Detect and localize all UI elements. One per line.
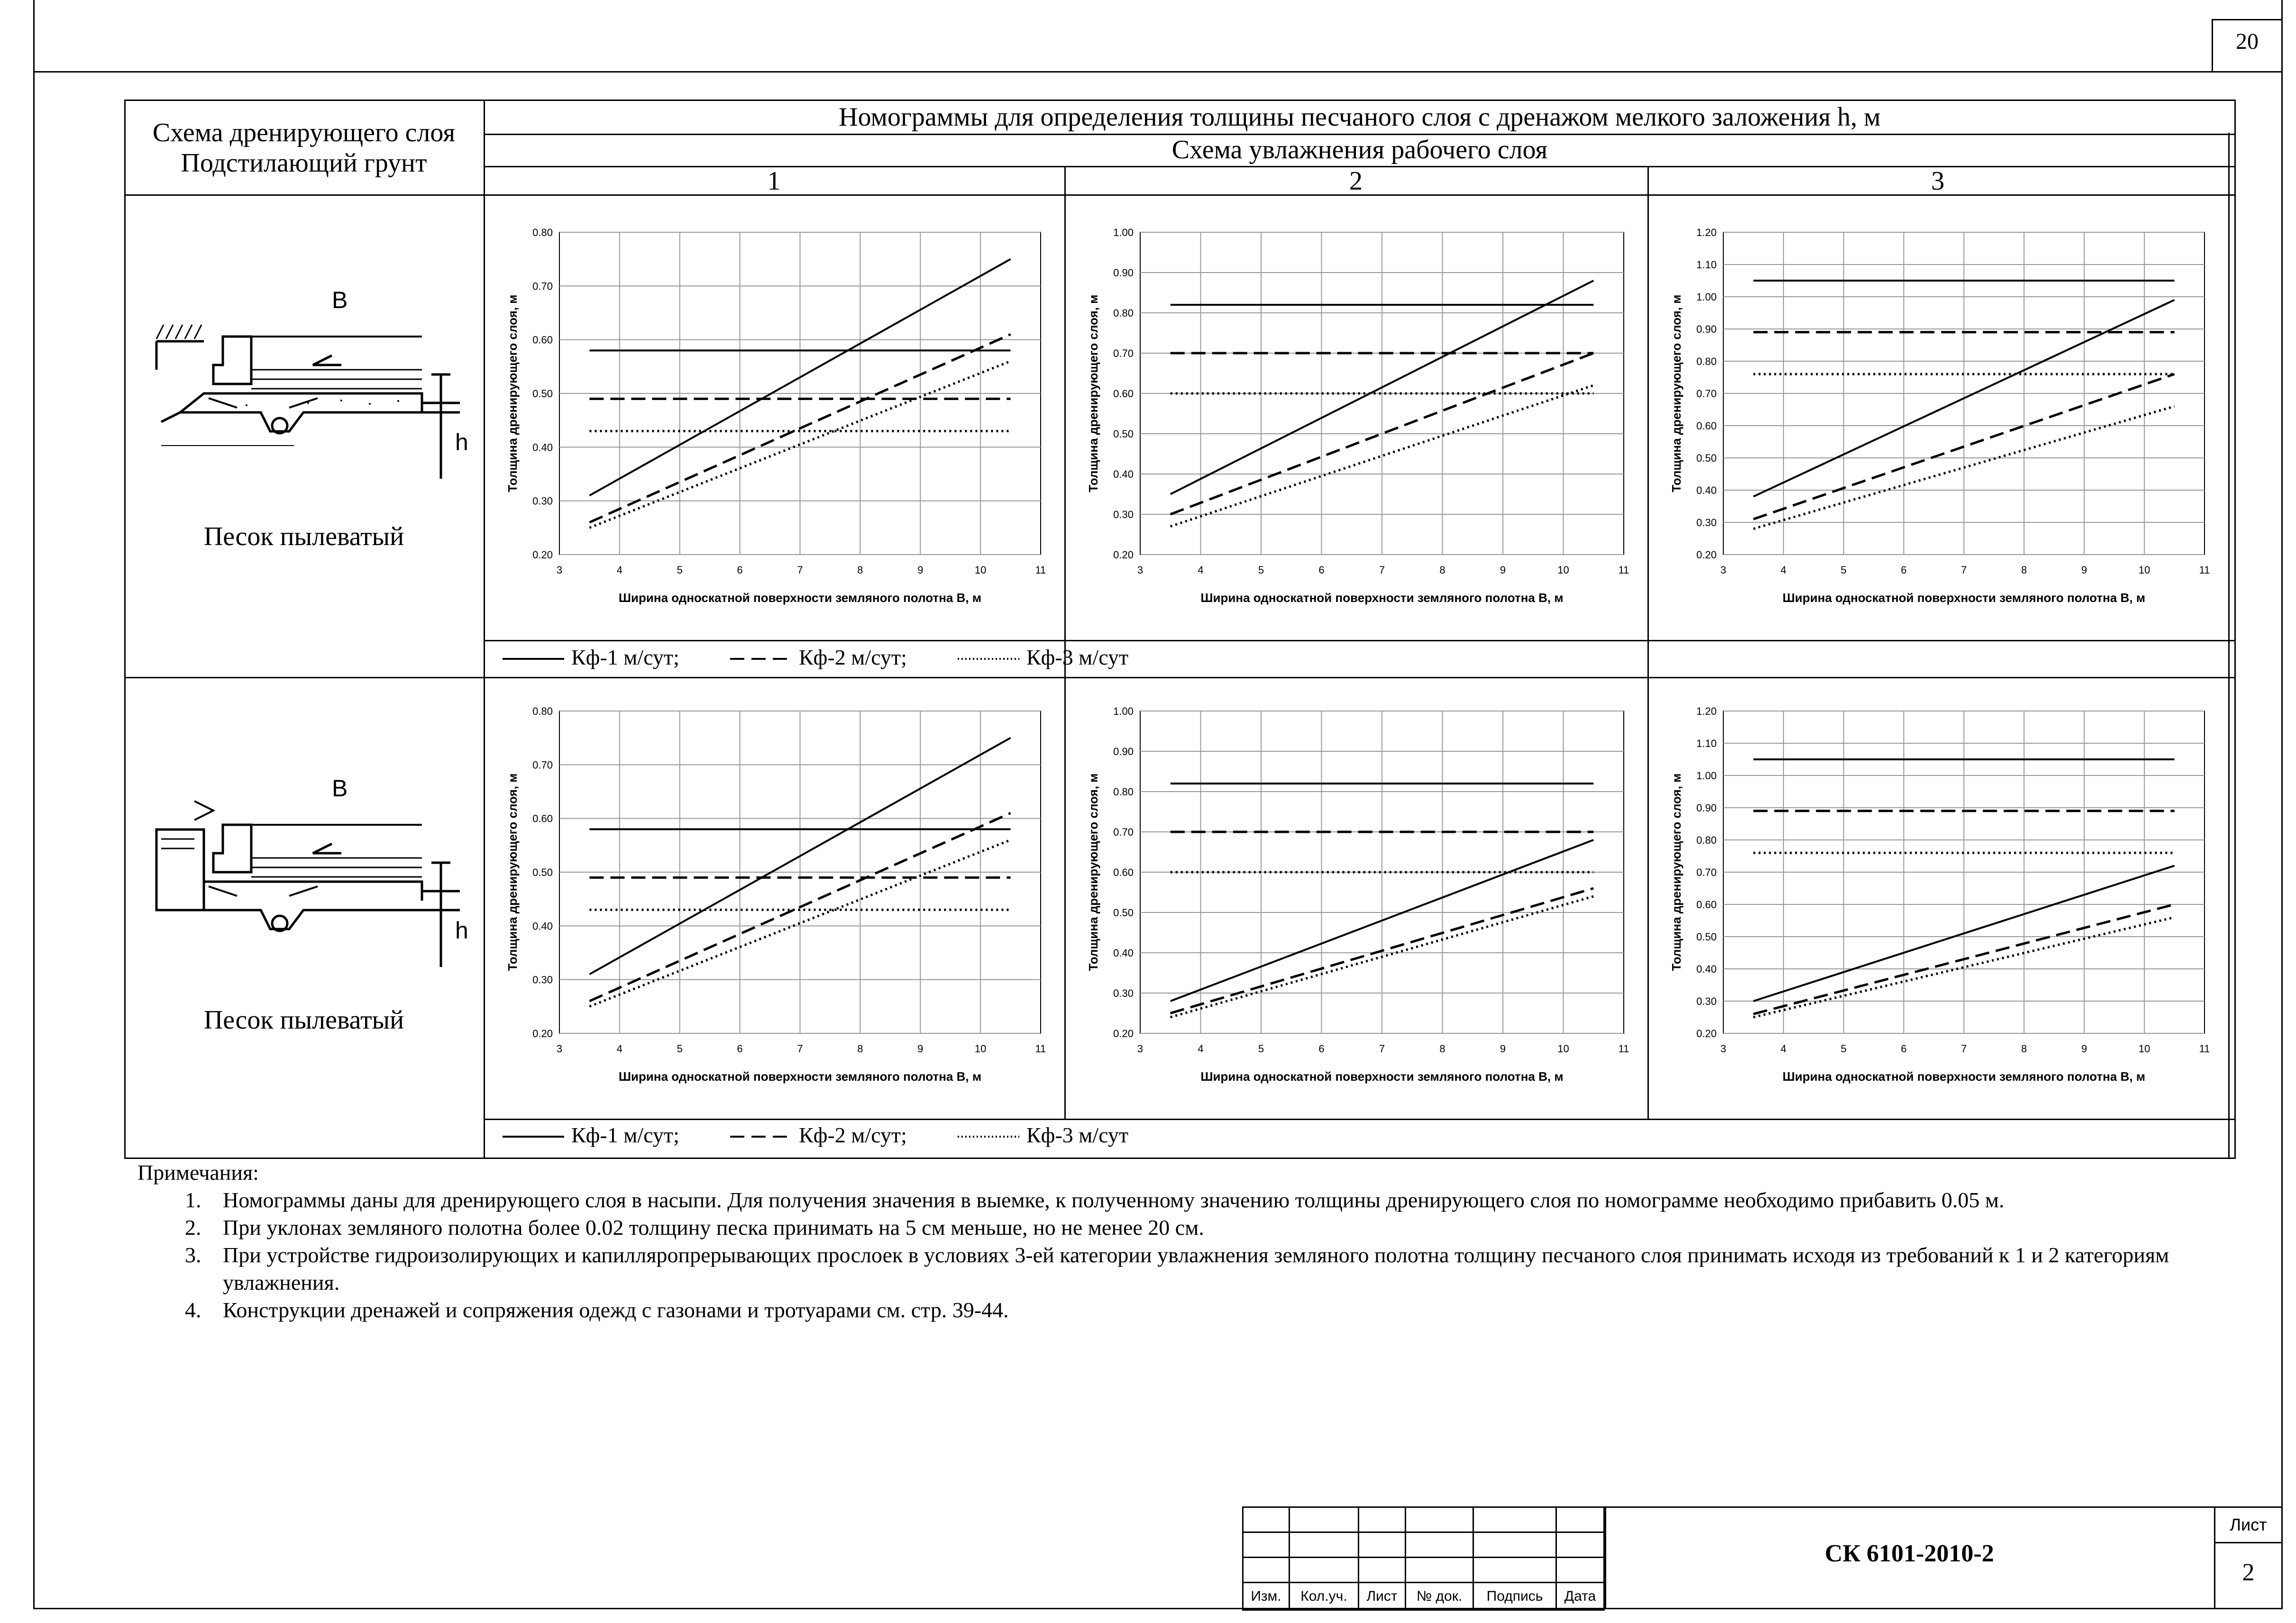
y-tick-label: 0.80: [1696, 356, 1717, 367]
x-tick-label: 3: [1720, 1043, 1727, 1055]
x-tick-label: 4: [1198, 1043, 1204, 1055]
x-tick-label: 5: [1258, 1043, 1264, 1055]
y-axis-label: Толщина дренирующего слоя, м: [1086, 773, 1100, 971]
y-tick-label: 0.50: [1113, 907, 1134, 919]
x-tick-label: 11: [1618, 1043, 1629, 1055]
x-tick-label: 5: [1258, 564, 1264, 576]
y-axis-label: Толщина дренирующего слоя, м: [505, 294, 520, 492]
y-tick-label: 0.40: [532, 441, 553, 454]
legend-k3: Кф-3 м/сут: [1026, 645, 1129, 669]
x-tick-label: 8: [2021, 564, 2027, 576]
legend-k2: Кф-2 м/сут;: [799, 1123, 907, 1147]
table-vline: [484, 100, 485, 1159]
y-tick-label: 0.30: [1696, 995, 1717, 1007]
x-tick-label: 5: [1840, 564, 1847, 576]
y-tick-label: 0.80: [1113, 786, 1134, 798]
y-tick-label: 0.60: [1696, 420, 1717, 432]
y-tick-label: 0.40: [1696, 484, 1717, 496]
x-tick-label: 4: [616, 564, 622, 576]
notes-heading: Примечания:: [137, 1160, 259, 1185]
y-tick-label: 0.20: [532, 549, 553, 561]
note-item: 4. Конструкции дренажей и сопряжения одежд с газонами и тротуарами см. стр. 39-44.: [185, 1298, 1009, 1322]
y-tick-label: 1.00: [1696, 291, 1717, 303]
note-item: 1. Номограммы даны для дренирующего слоя в насыпи. Для получения значения в выемке, к полученному значению толщины дренирующего слоя по номограмме необходимо прибавить 0.05 м.: [185, 1188, 2004, 1212]
y-axis-label: Толщина дренирующего слоя, м: [1669, 294, 1683, 492]
y-tick-label: 0.70: [532, 280, 553, 292]
y-tick-label: 1.10: [1696, 259, 1717, 271]
y-tick-label: 0.70: [1696, 388, 1717, 400]
x-tick-label: 10: [2138, 1043, 2150, 1055]
x-tick-label: 4: [616, 1043, 622, 1055]
table-hline: [484, 1119, 2236, 1120]
y-tick-label: 0.50: [532, 388, 553, 400]
col-header-2: 2: [1349, 166, 1363, 196]
y-tick-label: 1.20: [1696, 705, 1717, 717]
y-tick-label: 0.40: [1113, 947, 1134, 959]
x-tick-label: 6: [737, 1043, 743, 1055]
x-tick-label: 6: [737, 564, 743, 576]
x-tick-label: 6: [1901, 564, 1907, 576]
x-tick-label: 10: [1557, 1043, 1569, 1055]
scheme-label-B: B: [332, 775, 348, 802]
y-tick-label: 0.40: [1696, 963, 1717, 975]
y-tick-label: 0.60: [1696, 899, 1717, 911]
x-tick-label: 4: [1780, 1043, 1786, 1055]
col-header-1: 1: [767, 166, 781, 196]
y-tick-label: 0.70: [1113, 347, 1134, 359]
y-tick-label: 0.60: [532, 334, 553, 346]
notes-list: [185, 1186, 2238, 1324]
y-tick-label: 0.80: [532, 227, 553, 238]
table-vline: [1064, 166, 1066, 1119]
x-tick-label: 8: [857, 564, 863, 576]
y-tick-label: 0.80: [1696, 834, 1717, 846]
stamp-hline: [2214, 1542, 2283, 1543]
y-tick-label: 0.80: [532, 705, 553, 717]
stamp-col-ndok: № док.: [1406, 1583, 1473, 1610]
x-tick-label: 7: [797, 564, 803, 576]
note-item: 3. При устройстве гидроизолирующих и капилляропрерывающих прослоек в условиях 3-ей категории увлажнения земляного полотна толщину песчаного слоя принимать исходя из требований к 1 и 2 категориям увлажнения.: [185, 1243, 2169, 1295]
y-tick-label: 0.40: [1113, 468, 1134, 480]
y-tick-label: 0.90: [1113, 746, 1134, 757]
x-tick-label: 11: [1618, 564, 1629, 576]
y-tick-label: 0.50: [532, 866, 553, 878]
x-tick-label: 11: [1035, 1043, 1046, 1055]
x-tick-label: 3: [1720, 564, 1727, 576]
x-tick-label: 8: [857, 1043, 863, 1055]
scheme-soil-1: Песок пылеватый: [203, 522, 404, 551]
y-tick-label: 0.60: [1113, 866, 1134, 878]
y-tick-label: 0.90: [1696, 323, 1717, 335]
y-axis-label: Толщина дренирующего слоя, м: [1086, 294, 1100, 492]
title-stamp: [1242, 1506, 2283, 1609]
y-tick-label: 0.50: [1696, 931, 1717, 943]
x-tick-label: 3: [1137, 564, 1143, 576]
y-tick-label: 1.20: [1696, 227, 1717, 238]
legend-k3: Кф-3 м/сут: [1026, 1123, 1129, 1147]
y-tick-label: 1.00: [1113, 705, 1134, 717]
y-tick-label: 0.90: [1696, 802, 1717, 814]
x-tick-label: 5: [677, 1043, 683, 1055]
x-tick-label: 9: [1500, 1043, 1506, 1055]
x-tick-label: 7: [1961, 564, 1967, 576]
x-axis-label: Ширина односкатной поверхности земляного полотна В, м: [1782, 1069, 2146, 1084]
page-number: 20: [2236, 29, 2259, 54]
y-tick-label: 0.30: [532, 974, 553, 986]
y-tick-label: 0.70: [532, 759, 553, 771]
nomogram-chart-r1c1: [488, 204, 1060, 630]
scheme-drawing-2: [152, 768, 474, 976]
stamp-col-list: Лист: [1358, 1583, 1405, 1610]
x-tick-label: 7: [1379, 1043, 1385, 1055]
y-tick-label: 0.70: [1696, 866, 1717, 878]
x-tick-label: 5: [1840, 1043, 1847, 1055]
y-tick-label: 0.90: [1113, 267, 1134, 279]
y-tick-label: 1.00: [1696, 770, 1717, 782]
x-tick-label: 7: [797, 1043, 803, 1055]
x-tick-label: 6: [1318, 1043, 1325, 1055]
y-tick-label: 1.10: [1696, 738, 1717, 749]
y-tick-label: 0.30: [1113, 509, 1134, 520]
x-axis-label: Ширина односкатной поверхности земляного полотна В, м: [1782, 591, 2146, 605]
stamp-sheet-num: 2: [2242, 1559, 2255, 1586]
nomogram-chart-r2c1: [488, 683, 1060, 1109]
x-axis-label: Ширина односкатной поверхности земляного полотна В, м: [618, 1069, 982, 1084]
x-tick-label: 11: [1035, 564, 1046, 576]
stamp-col-izm: Изм.: [1243, 1583, 1290, 1610]
nomogram-chart-r1c2: [1069, 204, 1643, 630]
x-axis-label: Ширина односкатной поверхности земляного полотна В, м: [1200, 591, 1564, 605]
x-tick-label: 10: [974, 564, 987, 576]
subtitle: Схема увлажнения рабочего слоя: [1171, 135, 1548, 164]
stamp-doc-code: СК 6101-2010-2: [1825, 1540, 1994, 1567]
scheme-header-1: Схема дренирующего слоя: [152, 118, 456, 147]
scheme-label-h: h: [455, 429, 468, 456]
x-tick-label: 5: [677, 564, 683, 576]
x-tick-label: 4: [1780, 564, 1786, 576]
x-tick-label: 7: [1961, 1043, 1967, 1055]
nomogram-chart-r2c3: [1652, 683, 2223, 1109]
y-tick-label: 0.20: [1113, 1028, 1134, 1039]
x-tick-label: 10: [2138, 564, 2150, 576]
table-hline: [484, 640, 2236, 641]
y-tick-label: 0.50: [1113, 428, 1134, 440]
y-tick-label: 0.50: [1696, 452, 1717, 464]
x-axis-label: Ширина односкатной поверхности земляного полотна В, м: [618, 591, 982, 605]
x-tick-label: 10: [1557, 564, 1569, 576]
y-tick-label: 0.70: [1113, 826, 1134, 838]
y-tick-label: 0.30: [1696, 517, 1717, 529]
x-tick-label: 3: [556, 564, 563, 576]
scheme-label-h: h: [455, 917, 468, 944]
x-tick-label: 9: [2081, 564, 2087, 576]
x-tick-label: 8: [1439, 564, 1445, 576]
top-rule: [33, 71, 2283, 73]
x-tick-label: 8: [2021, 1043, 2027, 1055]
nomogram-chart-r2c2: [1069, 683, 1643, 1109]
x-tick-label: 6: [1901, 1043, 1907, 1055]
table-vline: [2228, 133, 2230, 1159]
x-tick-label: 9: [2081, 1043, 2087, 1055]
x-tick-label: 3: [556, 1043, 563, 1055]
stamp-col-podpis: Подпись: [1473, 1583, 1556, 1610]
x-tick-label: 9: [917, 1043, 924, 1055]
stamp-col-koluch: Кол.уч.: [1289, 1583, 1358, 1610]
x-tick-label: 10: [974, 1043, 987, 1055]
y-tick-label: 0.20: [1696, 1028, 1717, 1039]
stamp-sheet-label: Лист: [2230, 1515, 2267, 1534]
table-hline: [124, 677, 2236, 678]
legend-k1: Кф-1 м/сут;: [571, 1123, 679, 1147]
x-tick-label: 6: [1318, 564, 1325, 576]
y-tick-label: 0.80: [1113, 307, 1134, 319]
y-tick-label: 0.40: [532, 920, 553, 932]
scheme-label-B: B: [332, 287, 348, 313]
x-tick-label: 3: [1137, 1043, 1143, 1055]
x-tick-label: 8: [1439, 1043, 1445, 1055]
x-axis-label: Ширина односкатной поверхности земляного полотна В, м: [1200, 1069, 1564, 1084]
table-vline: [1647, 166, 1649, 1119]
y-axis-label: Толщина дренирующего слоя, м: [1669, 773, 1683, 971]
y-tick-label: 0.60: [1113, 388, 1134, 400]
note-item: 2. При уклонах земляного полотна более 0.02 толщину песка принимать на 5 см меньше, но не менее 20 см.: [185, 1215, 1204, 1240]
stamp-col-data: Дата: [1556, 1583, 1604, 1610]
col-header-3: 3: [1931, 166, 1945, 196]
legend-k1: Кф-1 м/сут;: [571, 645, 679, 669]
scheme-header-2: Подстилающий грунт: [181, 148, 427, 178]
scheme-soil-2: Песок пылеватый: [203, 1005, 404, 1035]
y-tick-label: 1.00: [1113, 227, 1134, 238]
x-tick-label: 7: [1379, 564, 1385, 576]
y-tick-label: 0.30: [532, 495, 553, 507]
legend-k2: Кф-2 м/сут;: [799, 645, 907, 669]
main-title: Номограммы для определения толщины песчаного слоя с дренажом мелкого заложения h, м: [839, 102, 1881, 132]
y-tick-label: 0.20: [532, 1028, 553, 1039]
y-tick-label: 0.60: [532, 812, 553, 825]
x-tick-label: 11: [2199, 1043, 2210, 1055]
x-tick-label: 9: [1500, 564, 1506, 576]
scheme-drawing-1: [152, 280, 474, 488]
x-tick-label: 11: [2199, 564, 2210, 576]
y-tick-label: 0.20: [1696, 549, 1717, 561]
nomogram-chart-r1c3: [1652, 204, 2223, 630]
y-tick-label: 0.30: [1113, 987, 1134, 999]
y-axis-label: Толщина дренирующего слоя, м: [505, 773, 520, 971]
y-tick-label: 0.20: [1113, 549, 1134, 561]
x-tick-label: 4: [1198, 564, 1204, 576]
x-tick-label: 9: [917, 564, 924, 576]
